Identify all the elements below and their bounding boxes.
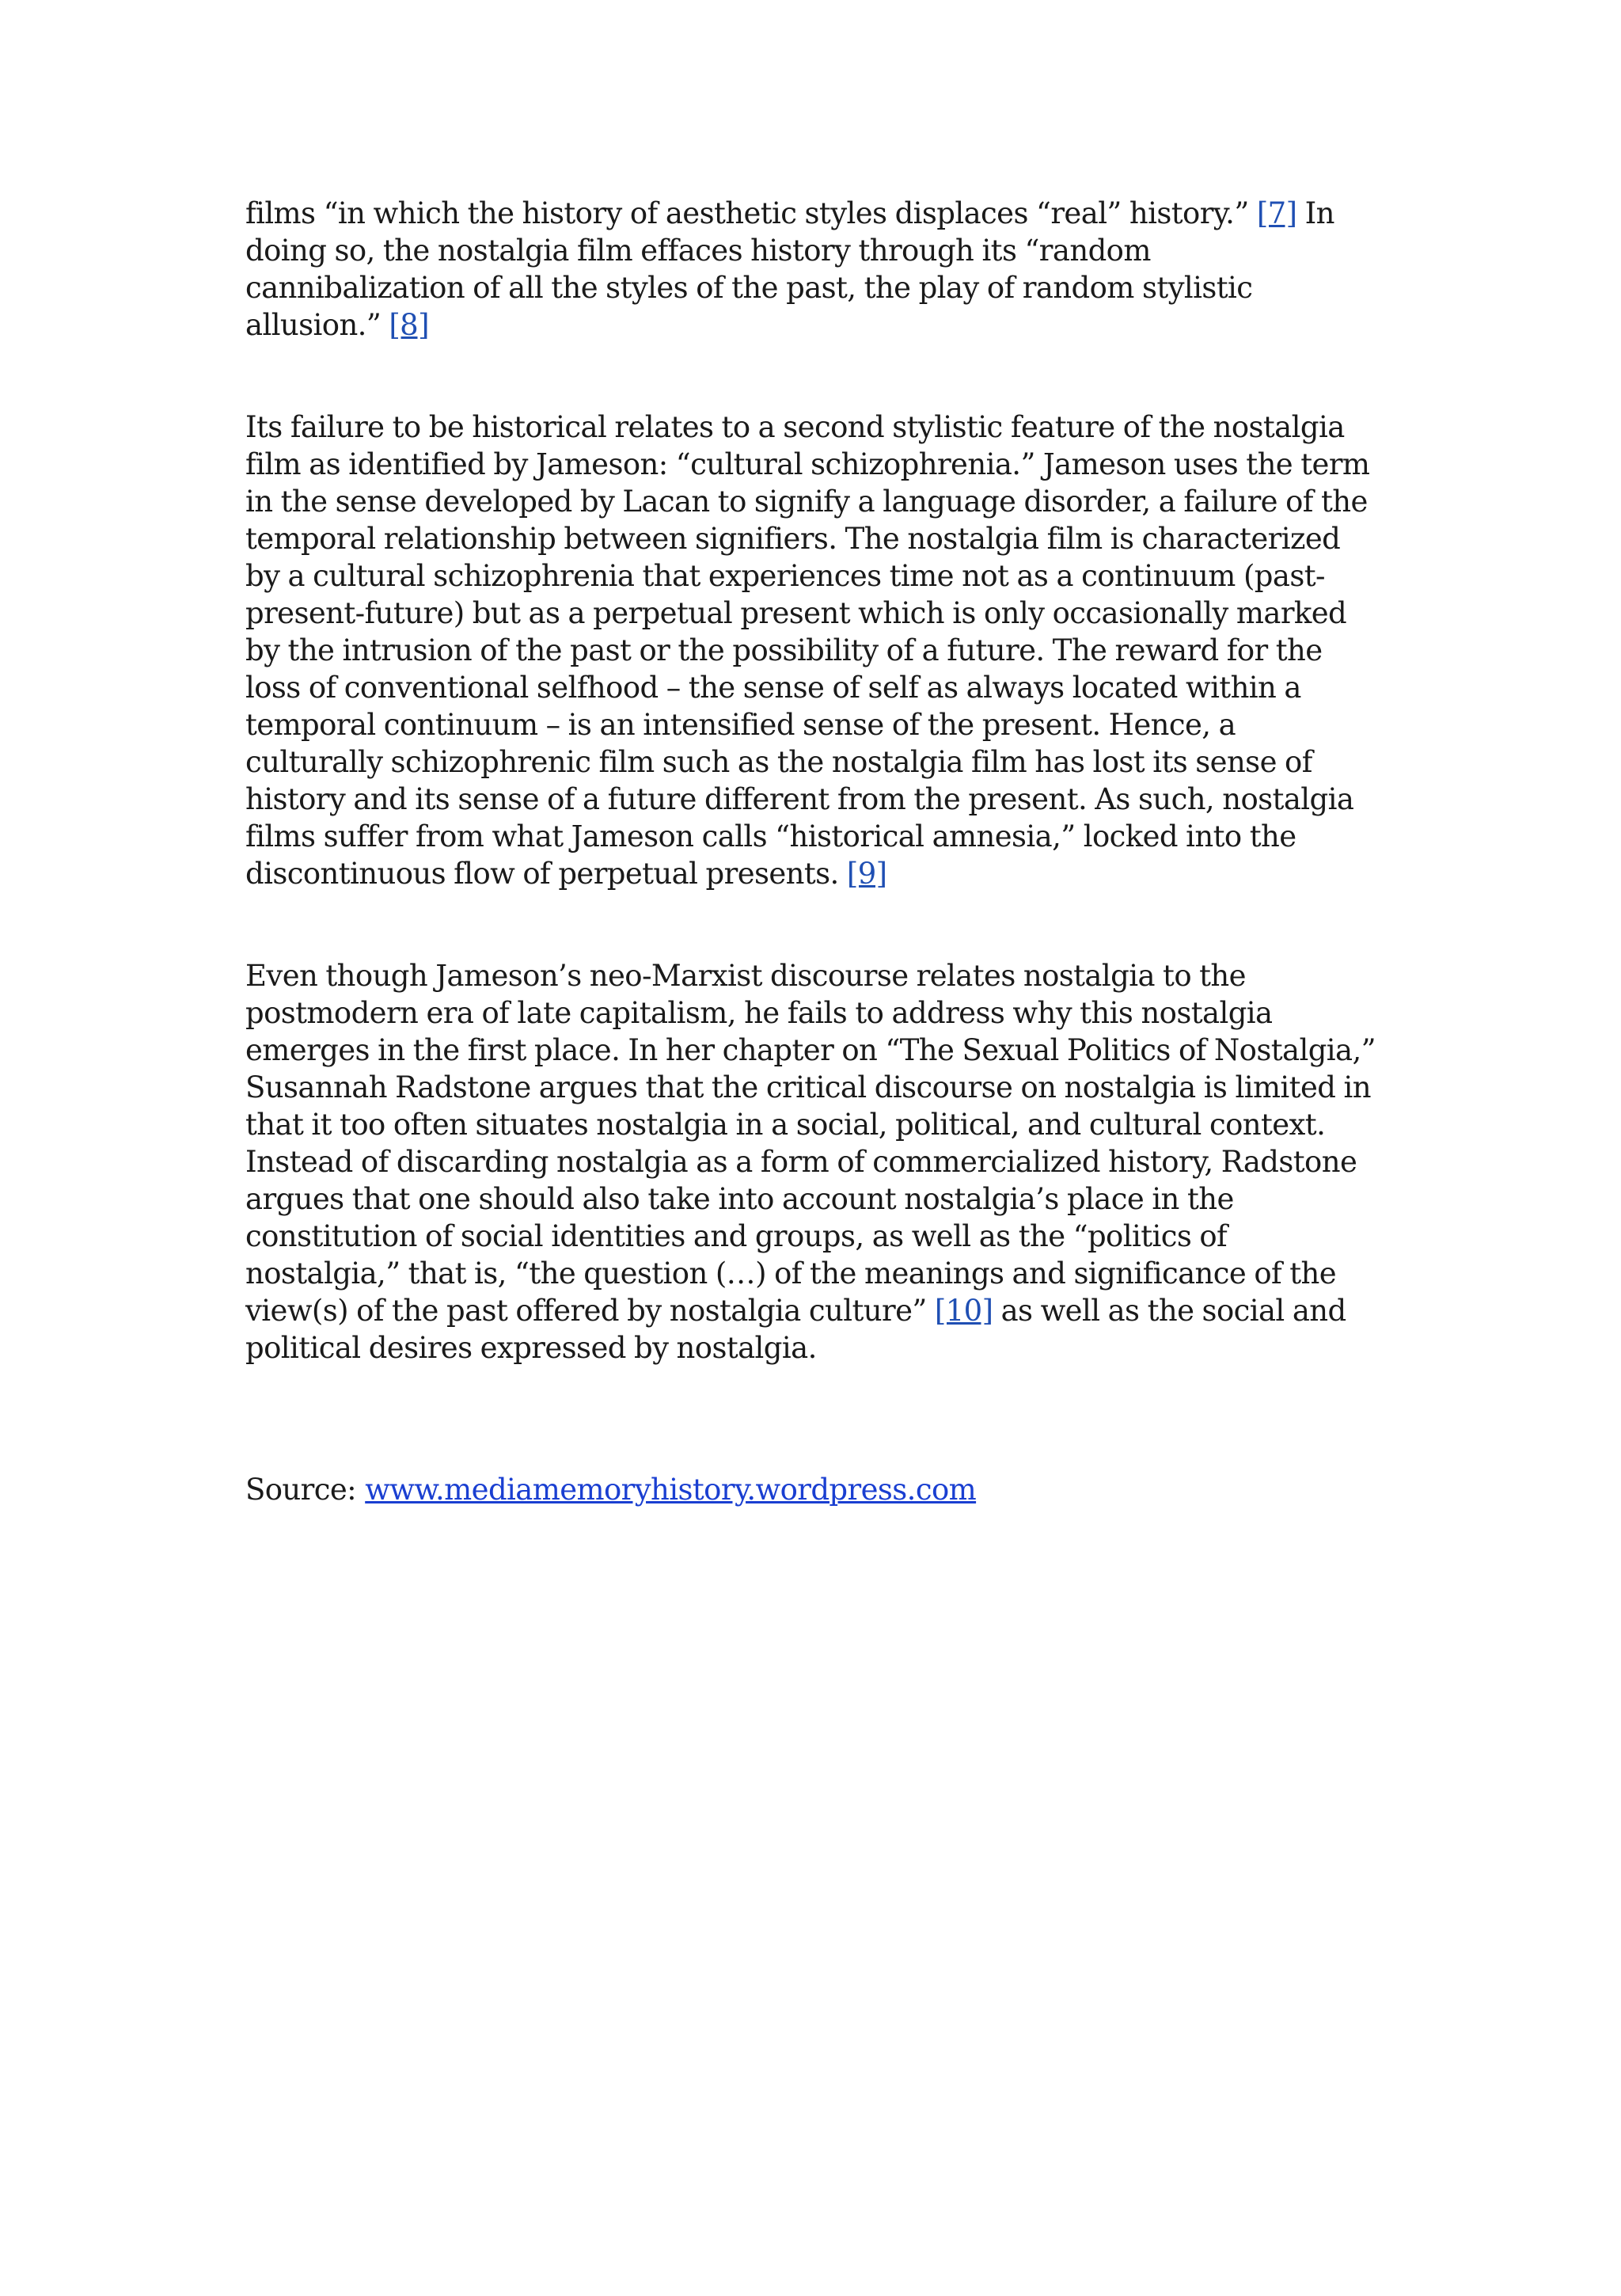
source-link[interactable]: www.mediamemoryhistory.wordpress.com (365, 1473, 977, 1507)
paragraph-3-text-b: as well as the social and political desires expressed by nostalgia. (245, 1294, 1346, 1365)
footnote-link-7[interactable]: [7] (1256, 196, 1297, 230)
paragraph-2-text: Its failure to be historical relates to a second stylistic feature of the nostalgia film as identified by Jameson: “cultural schizophrenia.” Jameson uses the term in the sense developed by Lacan to signify a language disorder, a failure of the temporal relationship between signifiers. The nostalgia film is characterized by a cultural schizophrenia that experiences time not as a continuum (past-present-future) but as a perpetual present which is only occasionally marked by the intrusion of the past or the possibility of a future. The reward for the loss of conventional selfhood – the sense of self as always located within a temporal continuum – is an intensified sense of the present. Hence, a culturally schizophrenic film such as the nostalgia film has lost its sense of history and its sense of a future different from the present. As such, nostalgia films suffer from what Jameson calls “historical amnesia,” locked into the discontinuous flow of perpetual presents. (245, 410, 1370, 891)
paragraph-2 (245, 409, 1377, 892)
footnote-link-8[interactable]: [8] (389, 308, 429, 342)
source-label: Source: (245, 1473, 366, 1507)
paragraph-1-text-b: In doing so, the nostalgia film effaces history through its “random cannibalization of all the styles of the past, the play of random stylistic allusion.” (245, 196, 1334, 342)
footnote-link-9[interactable]: [9] (846, 857, 887, 891)
paragraph-3 (245, 957, 1377, 1367)
body-text (245, 195, 1377, 1367)
paragraph-1 (245, 195, 1377, 344)
paragraph-3-text-a: Even though Jameson’s neo-Marxist discourse relates nostalgia to the postmodern era of late capitalism, he fails to address why this nostalgia emerges in the first place. In her chapter on “The Sexual Politics of Nostalgia,” Susannah Radstone argues that the critical discourse on nostalgia is limited in that it too often situates nostalgia in a social, political, and cultural context. Instead of discarding nostalgia as a form of commercialized history, Radstone argues that one should also take into account nostalgia’s place in the constitution of social identities and groups, as well as the “politics of nostalgia,” that is, “the question (…) of the meanings and significance of the view(s) of the past offered by nostalgia culture” (245, 959, 1376, 1328)
footnote-link-10[interactable]: [10] (934, 1294, 993, 1328)
source-line (245, 1471, 1377, 1508)
paragraph-1-text-a: films “in which the history of aesthetic styles displaces “real” history.” (245, 196, 1257, 230)
